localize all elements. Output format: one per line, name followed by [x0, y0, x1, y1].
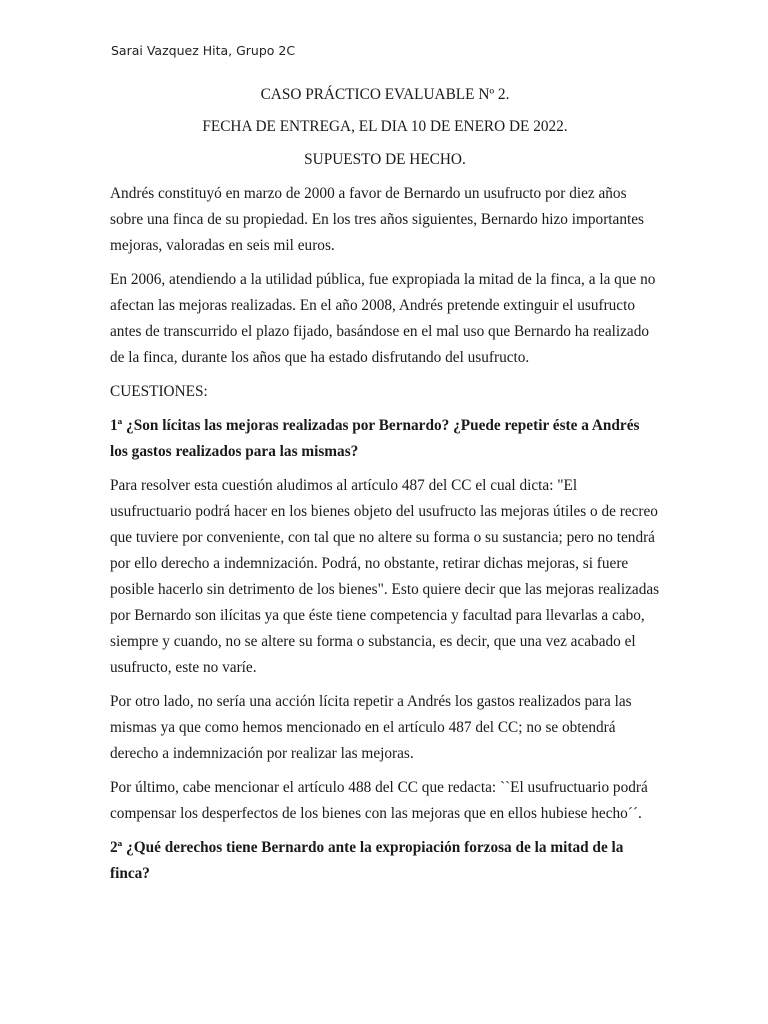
- header-author: Sarai Vazquez Hita, Grupo 2C: [111, 43, 296, 58]
- document-body: [110, 84, 660, 895]
- facts-paragraph-1: Andrés constituyó en marzo de 2000 a favor de Bernardo un usufructo por diez años sobre una finca de su propiedad. En los tres años siguientes, Bernardo hizo importantes mejoras, valoradas en seis mil euros.: [110, 185, 644, 254]
- facts-paragraph-2: En 2006, atendiendo a la utilidad pública, fue expropiada la mitad de la finca, a la que no afectan las mejoras realizadas. En el año 2008, Andrés pretende extinguir el usufructo antes de transcurrido el plazo fijado, basándose en el mal uso que Bernardo ha realizado de la finca, durante los años que ha estado disfrutando del usufructo.: [110, 271, 656, 366]
- due-date: FECHA DE ENTREGA, EL DIA 10 DE ENERO DE 2022.: [202, 118, 568, 135]
- document-title: CASO PRÁCTICO EVALUABLE Nº 2.: [260, 86, 510, 103]
- questions-heading: CUESTIONES:: [110, 383, 208, 400]
- question-1: 1ª ¿Son lícitas las mejoras realizadas por Bernardo? ¿Puede repetir éste a Andrés los gastos realizados para las mismas?: [110, 417, 640, 460]
- answer-1-paragraph-2: Por otro lado, no sería una acción lícita repetir a Andrés los gastos realizados para las mismas ya que como hemos mencionado en el artículo 487 del CC; no se obtendrá derecho a indemnización por realizar las mejoras.: [110, 693, 632, 762]
- section-heading: SUPUESTO DE HECHO.: [304, 151, 466, 168]
- question-2: 2ª ¿Qué derechos tiene Bernardo ante la expropiación forzosa de la mitad de la finca?: [110, 839, 624, 882]
- answer-1-paragraph-3: Por último, cabe mencionar el artículo 488 del CC que redacta: ``El usufructuario podrá compensar los desperfectos de los bienes con las mejoras que en ellos hubiese hecho´´.: [110, 779, 648, 822]
- answer-1-paragraph-1: Para resolver esta cuestión aludimos al artículo 487 del CC el cual dicta: "El usufructuario podrá hacer en los bienes objeto del usufructo las mejoras útiles o de recreo que tuviere por conveniente, con tal que no altere su forma o su sustancia; pero no tendrá por ello derecho a indemnización. Podrá, no obstante, retirar dichas mejoras, si fuere posible hacerlo sin detrimento de los bienes". Esto quiere decir que las mejoras realizadas por Bernardo son ilícitas ya que éste tiene competencia y facultad para llevarlas a cabo, siempre y cuando, no se altere su forma o substancia, es decir, que una vez acabado el usufructo, este no varíe.: [110, 477, 660, 676]
